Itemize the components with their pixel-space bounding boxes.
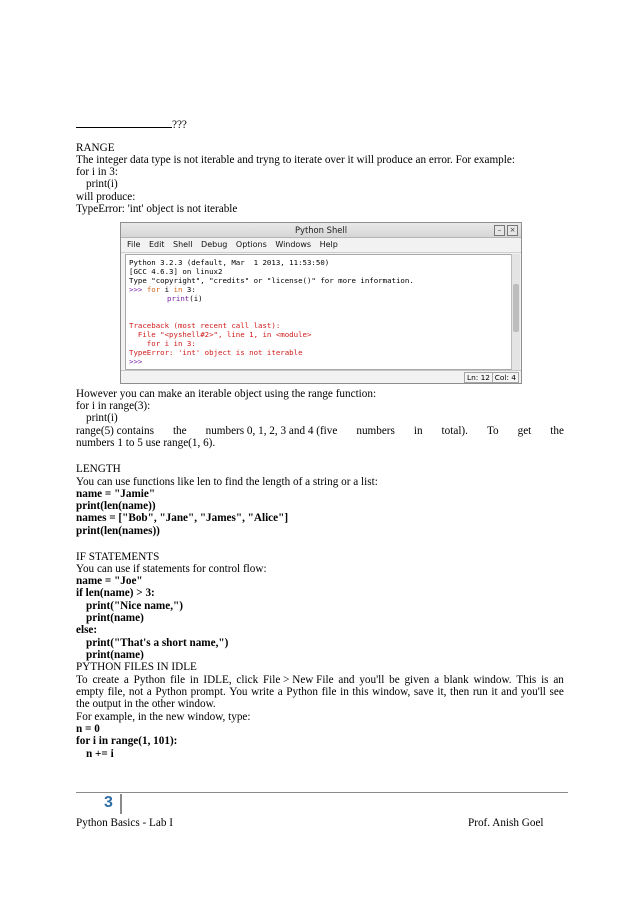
files-p1-word: given (404, 674, 430, 686)
shell-line-print (167, 294, 203, 303)
files-p2-word: in (340, 686, 349, 698)
traceback-1: Traceback (most recent call last): (129, 321, 281, 330)
files-para-3: the output in the other window. (76, 698, 216, 710)
traceback-3: for i in 3: (129, 339, 196, 348)
if-code-6: print("That's a short name,") (86, 637, 229, 649)
kw-in: in (173, 285, 183, 294)
range-error: TypeError: 'int' object is not iterable (76, 203, 238, 215)
range-contains-2: numbers 1 to 5 use range(1, 6). (76, 437, 216, 449)
files-p2-word: window, (372, 686, 411, 698)
footer-left: Python Basics - Lab I (76, 817, 173, 829)
menu-shell[interactable]: Shell (172, 240, 193, 249)
range-contains-word: total). (441, 425, 468, 437)
files-p2-word: empty (76, 686, 104, 698)
traceback-2: File "<pyshell#2>", line 1, in <module> (129, 330, 312, 339)
files-p1-word: a (434, 674, 440, 686)
range-intro: The integer data type is not iterable and tryng to iterate over it will produce an error. For example: (76, 154, 515, 166)
idle-menu-bar (121, 238, 521, 253)
files-p1-word: To (76, 674, 88, 686)
length-code-4: print(len(names)) (76, 525, 160, 537)
files-p2-word: see (549, 686, 564, 698)
idle-title: Python Shell (294, 225, 348, 235)
files-p1-word: in (189, 674, 199, 686)
files-p2-word: it, (437, 686, 447, 698)
files-p2-word: You (229, 686, 248, 698)
if-code-7: print(name) (86, 649, 144, 661)
menu-options[interactable]: Options (235, 240, 267, 249)
files-p2-word: file, (107, 686, 126, 698)
files-p1-word: an (553, 674, 564, 686)
range-code-2: print(i) (86, 178, 118, 190)
files-p1-word: create (92, 674, 120, 686)
files-code-2: for i in range(1, 101): (76, 735, 178, 747)
range-code-1: for i in 3: (76, 166, 118, 178)
idle-status-bar (121, 370, 521, 383)
files-p1-word: you'll (359, 674, 385, 686)
files-para-2 (76, 686, 564, 698)
blank-line: ??? (76, 117, 187, 131)
files-p2-word: a (277, 686, 283, 698)
shell-line-2: [GCC 4.6.3] on linux2 (129, 267, 223, 276)
if-code-2: if len(name) > 3: (76, 587, 155, 599)
files-p1-word: a (123, 674, 129, 686)
range-contains-word: the (550, 425, 564, 437)
files-para-1 (76, 674, 564, 686)
files-p2-word: file (321, 686, 337, 698)
range-contains-line (76, 425, 564, 437)
files-p2-word: then (449, 686, 470, 698)
length-code-1: name = "Jamie" (76, 488, 156, 500)
minimize-icon[interactable]: – (494, 225, 505, 236)
if-code-1: name = "Joe" (76, 575, 143, 587)
range-contains-word: range(5) contains (76, 425, 154, 437)
length-heading: LENGTH (76, 463, 121, 475)
files-p2-word: run (472, 686, 488, 698)
files-p1-word: This (516, 674, 537, 686)
files-p2-word: write (251, 686, 275, 698)
if-code-4: print(name) (86, 612, 144, 624)
footer-rule (76, 792, 568, 793)
range-contains-word: the (172, 425, 187, 437)
menu-windows[interactable]: Windows (275, 240, 312, 249)
menu-file[interactable]: File (127, 240, 141, 249)
kw-for: for (146, 285, 161, 294)
scroll-thumb[interactable] (513, 284, 519, 332)
range-heading: RANGE (76, 142, 115, 154)
files-p1-word: Python (133, 674, 166, 686)
files-p2-word: save (413, 686, 434, 698)
range-code-3: for i in range(3): (76, 400, 151, 412)
files-para-4: For example, in the new window, type: (76, 711, 251, 723)
page-number: 3 (104, 794, 113, 811)
files-p2-word: Python (286, 686, 318, 698)
files-p2-word: a (146, 686, 152, 698)
files-heading: PYTHON FILES IN IDLE (76, 661, 197, 673)
files-p1-word: IDLE, (203, 674, 232, 686)
status-col: Col: 4 (492, 372, 519, 383)
if-code-3: print("Nice name,") (86, 600, 183, 612)
menu-debug[interactable]: Debug (201, 240, 228, 249)
range-contains-word: in (413, 425, 423, 437)
files-p2-word: prompt. (190, 686, 226, 698)
files-p2-word: Python (155, 686, 188, 698)
files-p2-word: it (491, 686, 498, 698)
files-p2-word: not (128, 686, 144, 698)
files-p1-word: is (541, 674, 549, 686)
close-icon[interactable]: × (507, 225, 518, 236)
files-p1-word: File > New File (262, 674, 334, 686)
range-contains-word: get (517, 425, 532, 437)
range-contains-word: To (486, 425, 499, 437)
if-intro: You can use if statements for control flow: (76, 563, 267, 575)
idle-title-bar[interactable] (121, 223, 521, 238)
shell-prompt-2: >>> (129, 357, 143, 366)
files-p1-word: click (236, 674, 259, 686)
code-rest: 3: (182, 285, 196, 294)
files-p1-word: be (389, 674, 400, 686)
range-code-4: print(i) (86, 412, 118, 424)
footer-right: Prof. Anish Goel (468, 817, 544, 829)
files-p2-word: this (352, 686, 369, 698)
traceback-4: TypeError: 'int' object is not iterable (129, 348, 303, 357)
range-contains-word: numbers (356, 425, 395, 437)
status-line: Ln: 12 (464, 372, 493, 383)
length-code-3: names = ["Bob", "Jane", "James", "Alice"] (76, 512, 289, 524)
files-p2-word: and (501, 686, 518, 698)
shell-line-1: Python 3.2.3 (default, Mar 1 2013, 11:53:50) (129, 258, 330, 267)
range-contains-word: numbers 0, 1, 2, 3 and 4 (five (205, 425, 338, 437)
if-code-5: else: (76, 624, 98, 636)
length-intro: You can use functions like len to find the length of a string or a list: (76, 476, 378, 488)
shell-line-code (129, 285, 196, 294)
print-args: (i) (189, 294, 203, 303)
if-heading: IF STATEMENTS (76, 551, 160, 563)
files-code-1: n = 0 (76, 723, 100, 735)
files-p1-word: and (338, 674, 355, 686)
files-p1-word: file (170, 674, 186, 686)
idle-shell-text[interactable] (125, 254, 513, 370)
builtin-print: print (167, 294, 190, 303)
idle-shell-window (120, 222, 522, 384)
shell-line-3: Type "copyright", "credits" or "license()" for more information. (129, 276, 414, 285)
files-p2-word: you'll (520, 686, 546, 698)
var-i: i (160, 285, 174, 294)
files-p1-word: window. (473, 674, 512, 686)
shell-prompt: >>> (129, 285, 147, 294)
range-will-produce: will produce: (76, 191, 136, 203)
page-number-divider (120, 794, 122, 814)
files-p1-word: blank (443, 674, 469, 686)
range-however: However you can make an iterable object using the range function: (76, 388, 377, 400)
menu-help[interactable]: Help (319, 240, 338, 249)
idle-scrollbar[interactable] (511, 254, 520, 370)
length-code-2: print(len(name)) (76, 500, 156, 512)
menu-edit[interactable]: Edit (148, 240, 165, 249)
files-code-3: n += i (86, 748, 114, 760)
